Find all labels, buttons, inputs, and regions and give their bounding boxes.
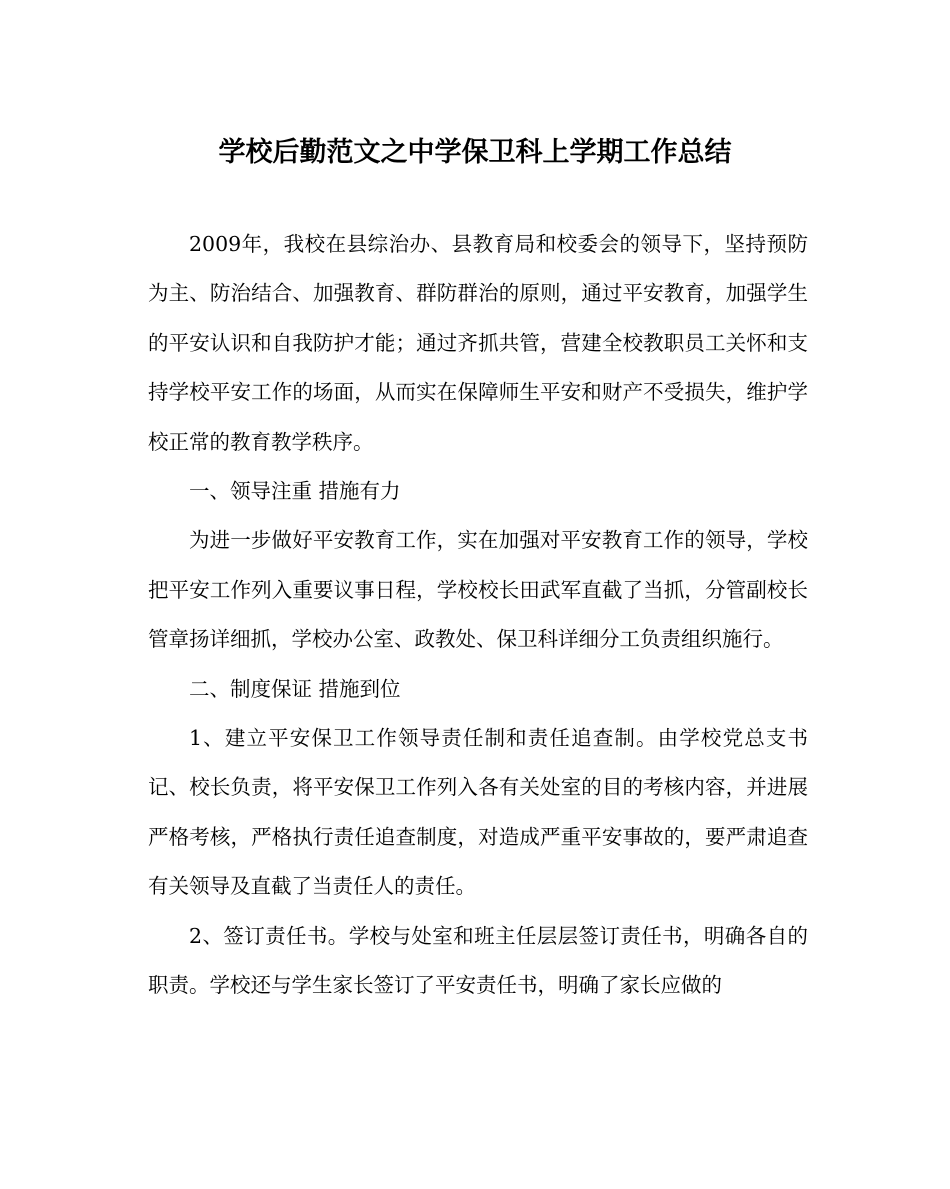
paragraph-item-2: 2、签订责任书。学校与处室和班主任层层签订责任书，明确各自的职责。学校还与学生家长签订了平安责任书，明确了家长应做的 bbox=[148, 923, 808, 998]
paragraph-section-1: 为进一步做好平安教育工作，实在加强对平安教育工作的领导，学校把平安工作列入重要议事日程，学校校长田武军直截了当抓，分管副校长管章扬详细抓，学校办公室、政教处、保卫科详细分工负责组织施行。 bbox=[148, 528, 808, 652]
section-heading-2: 二、制度保证 措施到位 bbox=[189, 676, 401, 701]
document-title: 学校后勤范文之中学保卫科上学期工作总结 bbox=[218, 137, 732, 168]
paragraph-intro: 2009年，我校在县综治办、县教育局和校委会的领导下，坚持预防为主、防治结合、加强教育、群防群治的原则，通过平安教育，加强学生的平安认识和自我防护才能；通过齐抓共管，营建全校教职员工关怀和支持学校平安工作的场面，从而实在保障师生平安和财产不受损失，维护学校正常的教育教学秩序。 bbox=[148, 232, 808, 454]
paragraph-item-1: 1、建立平安保卫工作领导责任制和责任追查制。由学校党总支书记、校长负责，将平安保卫工作列入各有关处室的目的考核内容，并进展严格考核，严格执行责任追查制度，对造成严重平安事故的，要严肃追查有关领导及直截了当责任人的责任。 bbox=[148, 726, 808, 899]
section-heading-1: 一、领导注重 措施有力 bbox=[189, 479, 401, 504]
document-body bbox=[148, 220, 808, 1011]
